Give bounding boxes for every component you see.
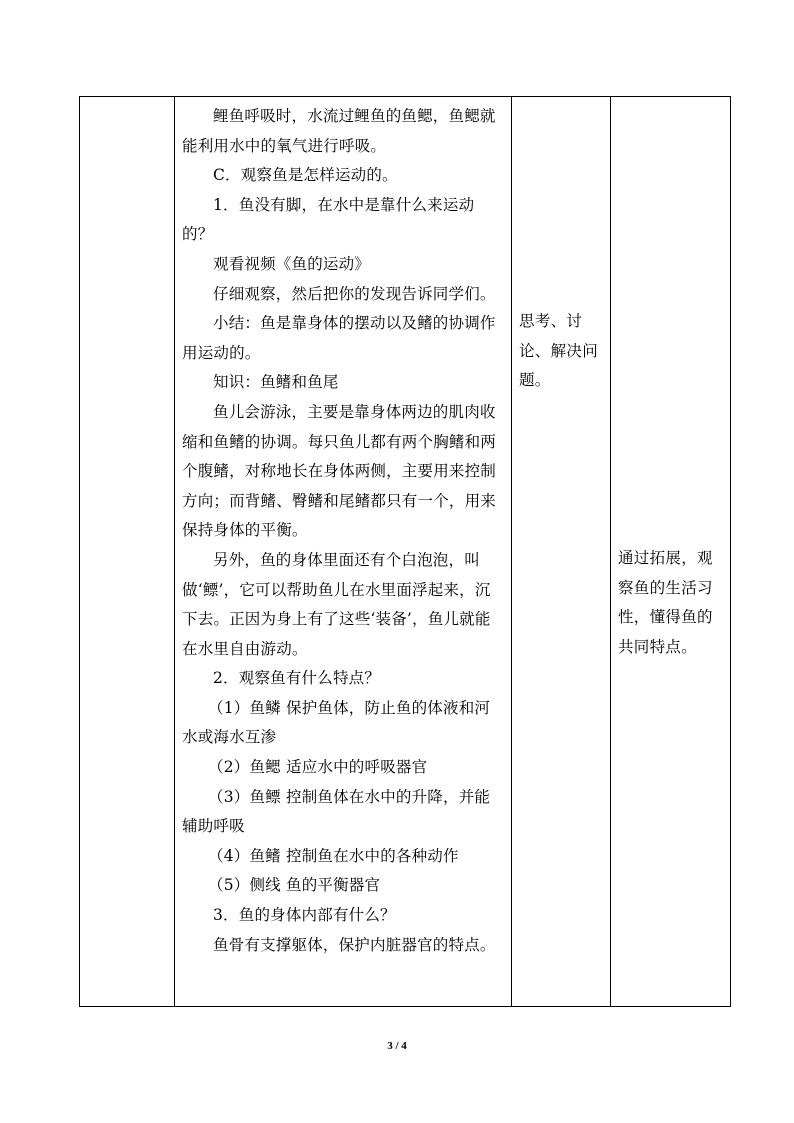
paragraph: 知识：鱼鳍和鱼尾 bbox=[213, 373, 339, 392]
paragraph: （2）鱼鳃 适应水中的呼吸器官 bbox=[208, 758, 428, 777]
lesson-plan-table bbox=[79, 96, 731, 1007]
empty-left-cell bbox=[80, 97, 175, 1007]
student-activity-text: 思考、讨论、解决问题。 bbox=[519, 312, 599, 390]
student-activity-cell bbox=[512, 97, 611, 1007]
paragraph: 2．观察鱼有什么特点？ bbox=[213, 669, 381, 688]
design-intent-text: 通过拓展，观察鱼的生活习性，懂得鱼的共同特点。 bbox=[618, 549, 713, 656]
paragraph: 鱼儿会游泳，主要是靠身体两边的肌肉收缩和鱼鳍的协调。每只鱼儿都有两个胸鳍和两个腹鳍，对称地长在身体两侧，主要用来控制方向；而背鳍、臀鳍和尾鳍都只有一个，用来保持身体的平衡。 bbox=[182, 402, 497, 540]
paragraph: 仔细观察，然后把你的发现告诉同学们。 bbox=[213, 284, 496, 303]
paragraph: 3．鱼的身体内部有什么？ bbox=[213, 906, 396, 925]
table-row bbox=[80, 97, 731, 1007]
paragraph: 1．鱼没有脚，在水中是靠什么来运动的？ bbox=[182, 195, 475, 244]
teaching-process-text bbox=[182, 102, 504, 960]
paragraph: （1）鱼鳞 保护鱼体，防止鱼的体液和河水或海水互渗 bbox=[182, 698, 491, 747]
page-number: 3 / 4 bbox=[387, 1040, 407, 1052]
paragraph: 小结：鱼是靠身体的摆动以及鳍的协调作用运动的。 bbox=[182, 314, 496, 362]
paragraph: 观看视频《鱼的运动》 bbox=[213, 254, 371, 273]
teaching-process-cell bbox=[175, 97, 512, 1007]
design-intent-cell bbox=[611, 97, 731, 1007]
paragraph: C．观察鱼是怎样运动的。 bbox=[213, 166, 398, 185]
paragraph: 鱼骨有支撑躯体，保护内脏器官的特点。 bbox=[213, 935, 496, 954]
paragraph: （3）鱼鳔 控制鱼体在水中的升降，并能辅助呼吸 bbox=[182, 787, 491, 836]
paragraph: 另外，鱼的身体里面还有个白泡泡，叫做‘鳔’，它可以帮助鱼儿在水里面浮起来，沉下去。正因为身上有了这些‘装备’，鱼儿就能在水里自由游动。 bbox=[182, 550, 491, 658]
paragraph: （4）鱼鳍 控制鱼在水中的各种动作 bbox=[208, 846, 459, 865]
paragraph: （5）侧线 鱼的平衡器官 bbox=[208, 876, 381, 895]
paragraph: 鲤鱼呼吸时，水流过鲤鱼的鱼鳃，鱼鳃就能利用水中的氧气进行呼吸。 bbox=[182, 107, 496, 155]
